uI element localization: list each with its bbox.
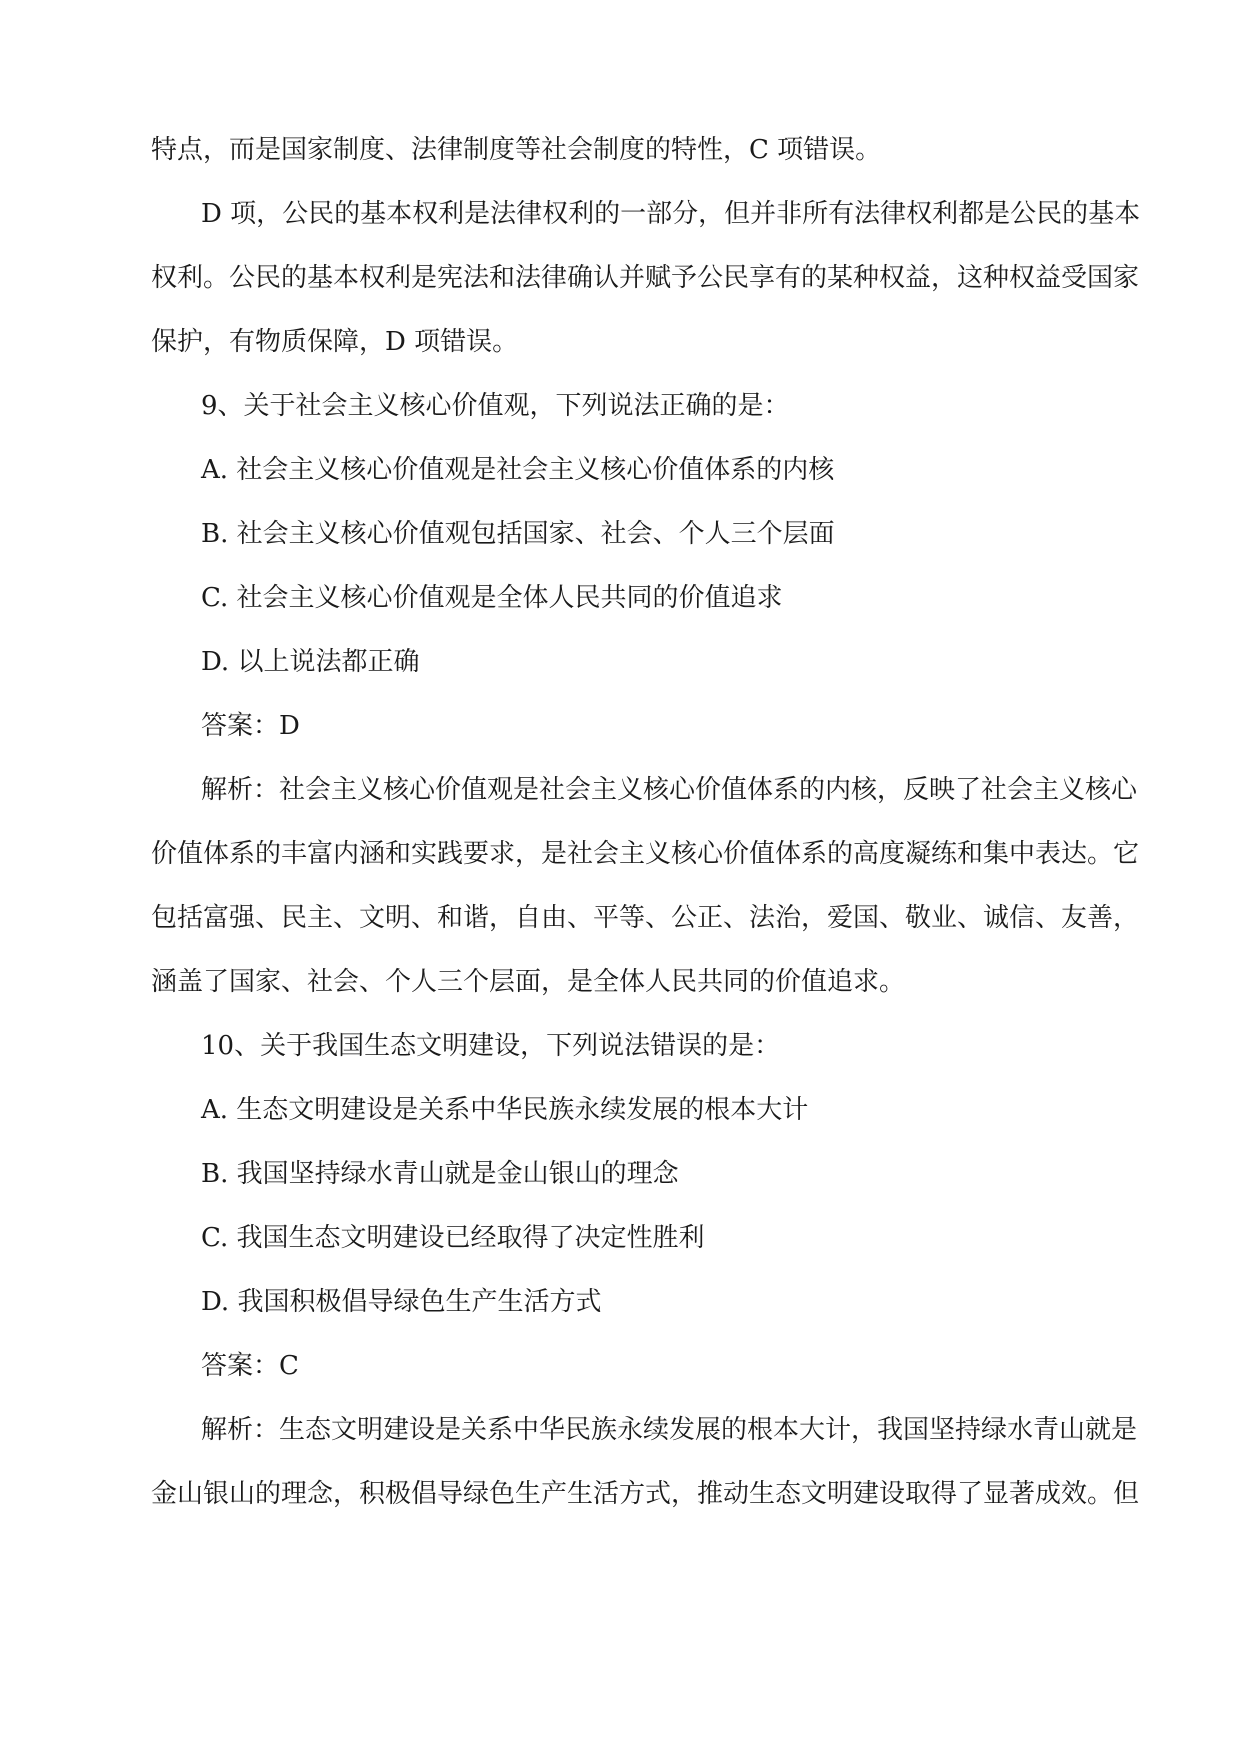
- text-line: 保护，有物质保障，D 项错误。: [151, 327, 519, 357]
- question-10-option-d: D. 我国积极倡导绿色生产生活方式: [201, 1287, 602, 1317]
- question-9-title: 9、关于社会主义核心价值观，下列说法正确的是：: [201, 391, 790, 421]
- text-line: 涵盖了国家、社会、个人三个层面，是全体人民共同的价值追求。: [151, 967, 906, 997]
- question-9-option-a: A. 社会主义核心价值观是社会主义核心价值体系的内核: [201, 455, 835, 485]
- question-9-explanation: 解析：社会主义核心价值观是社会主义核心价值体系的内核，反映了社会主义核心: [201, 775, 1138, 805]
- text-line: 金山银山的理念，积极倡导绿色生产生活方式，推动生态文明建设取得了显著成效。但: [151, 1479, 1140, 1509]
- question-10-answer: 答案：C: [201, 1351, 299, 1381]
- question-9-option-d: D. 以上说法都正确: [201, 647, 420, 677]
- text-line: 特点，而是国家制度、法律制度等社会制度的特性，C 项错误。: [151, 135, 882, 165]
- text-line: D 项，公民的基本权利是法律权利的一部分，但并非所有法律权利都是公民的基本: [201, 199, 1141, 229]
- text-line: 权利。公民的基本权利是宪法和法律确认并赋予公民享有的某种权益，这种权益受国家: [151, 263, 1140, 293]
- question-10-title: 10、关于我国生态文明建设，下列说法错误的是：: [201, 1031, 781, 1061]
- question-9-option-c: C. 社会主义核心价值观是全体人民共同的价值追求: [201, 583, 783, 613]
- question-10-option-b: B. 我国坚持绿水青山就是金山银山的理念: [201, 1159, 679, 1189]
- question-10-option-a: A. 生态文明建设是关系中华民族永续发展的根本大计: [201, 1095, 809, 1125]
- text-line: 价值体系的丰富内涵和实践要求，是社会主义核心价值体系的高度凝练和集中表达。它: [151, 839, 1140, 869]
- question-9-option-b: B. 社会主义核心价值观包括国家、社会、个人三个层面: [201, 519, 835, 549]
- question-10-explanation: 解析：生态文明建设是关系中华民族永续发展的根本大计，我国坚持绿水青山就是: [201, 1415, 1138, 1445]
- question-10-option-c: C. 我国生态文明建设已经取得了决定性胜利: [201, 1223, 705, 1253]
- question-9-answer: 答案：D: [201, 711, 300, 741]
- text-line: 包括富强、民主、文明、和谐，自由、平等、公正、法治，爱国、敬业、诚信、友善，: [151, 903, 1140, 933]
